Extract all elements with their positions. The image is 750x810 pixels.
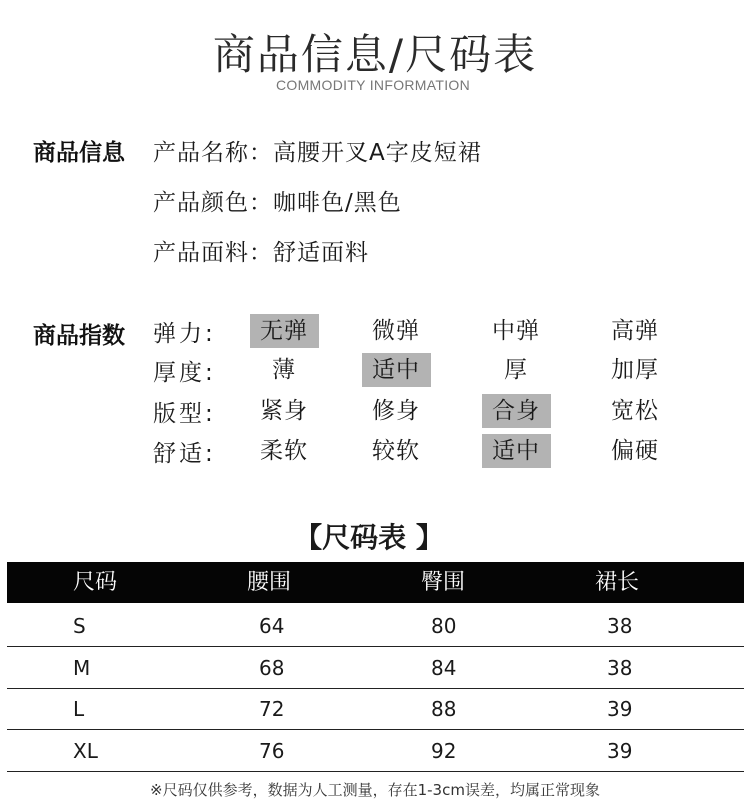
index-option: 微弹 <box>372 318 420 344</box>
index-row-label: 弹力: <box>153 321 216 347</box>
page-subtitle: COMMODITY INFORMATION <box>276 77 470 93</box>
index-row-label: 舒适: <box>153 441 216 467</box>
table-cell: 80 <box>431 614 457 638</box>
table-row <box>7 606 744 647</box>
index-option: 宽松 <box>611 398 659 424</box>
table-cell: 88 <box>431 697 457 721</box>
table-cell: S <box>73 614 86 638</box>
table-cell: 38 <box>607 614 633 638</box>
product-index-label: 商品指数 <box>33 323 125 349</box>
index-option: 较软 <box>372 438 420 464</box>
index-row-label: 厚度: <box>153 360 216 386</box>
index-option-selected: 合身 <box>482 394 551 428</box>
index-option: 薄 <box>272 357 296 383</box>
table-cell: XL <box>73 738 98 763</box>
table-cell: 92 <box>431 738 457 763</box>
index-option: 厚 <box>504 357 528 383</box>
index-option: 紧身 <box>260 398 308 424</box>
table-row <box>7 648 744 689</box>
table-cell: 68 <box>259 655 285 680</box>
table-cell: 76 <box>259 738 285 763</box>
row-divider <box>7 771 744 772</box>
product-color-line: 产品颜色：咖啡色/黑色 <box>153 190 402 216</box>
product-info-label: 商品信息 <box>33 140 125 166</box>
table-cell: 38 <box>607 655 633 680</box>
table-cell: L <box>73 697 85 721</box>
table-row <box>7 731 744 772</box>
table-cell: 72 <box>259 697 285 721</box>
index-option-selected: 适中 <box>482 434 551 468</box>
header-length: 裙长 <box>595 570 640 595</box>
index-row-label: 版型: <box>153 401 216 427</box>
size-table-header <box>7 562 744 603</box>
index-option: 高弹 <box>611 318 659 344</box>
index-option-selected: 适中 <box>362 353 431 387</box>
table-cell: 39 <box>607 697 633 721</box>
page-title: 商品信息/尺码表 <box>212 30 538 79</box>
table-cell: 39 <box>607 738 633 763</box>
table-cell: 64 <box>259 614 285 638</box>
header-size: 尺码 <box>73 570 118 595</box>
size-table-title: 【尺码表 】 <box>294 521 444 554</box>
index-option: 偏硬 <box>611 438 659 464</box>
table-cell: 84 <box>431 655 457 680</box>
index-option: 修身 <box>372 398 420 424</box>
table-cell: M <box>73 655 91 680</box>
header-hip: 臀围 <box>421 570 466 595</box>
index-option: 中弹 <box>492 318 540 344</box>
table-row <box>7 689 744 730</box>
index-option: 柔软 <box>260 438 308 464</box>
index-option: 加厚 <box>611 357 659 383</box>
product-name-line: 产品名称：高腰开叉A字皮短裙 <box>153 140 482 166</box>
product-fabric-line: 产品面料：舒适面料 <box>153 240 369 266</box>
index-option-selected: 无弹 <box>250 314 319 348</box>
measurement-note: ※尺码仅供参考，数据为人工测量，存在1-3cm误差，均属正常现象 <box>150 781 600 799</box>
header-waist: 腰围 <box>247 570 292 595</box>
